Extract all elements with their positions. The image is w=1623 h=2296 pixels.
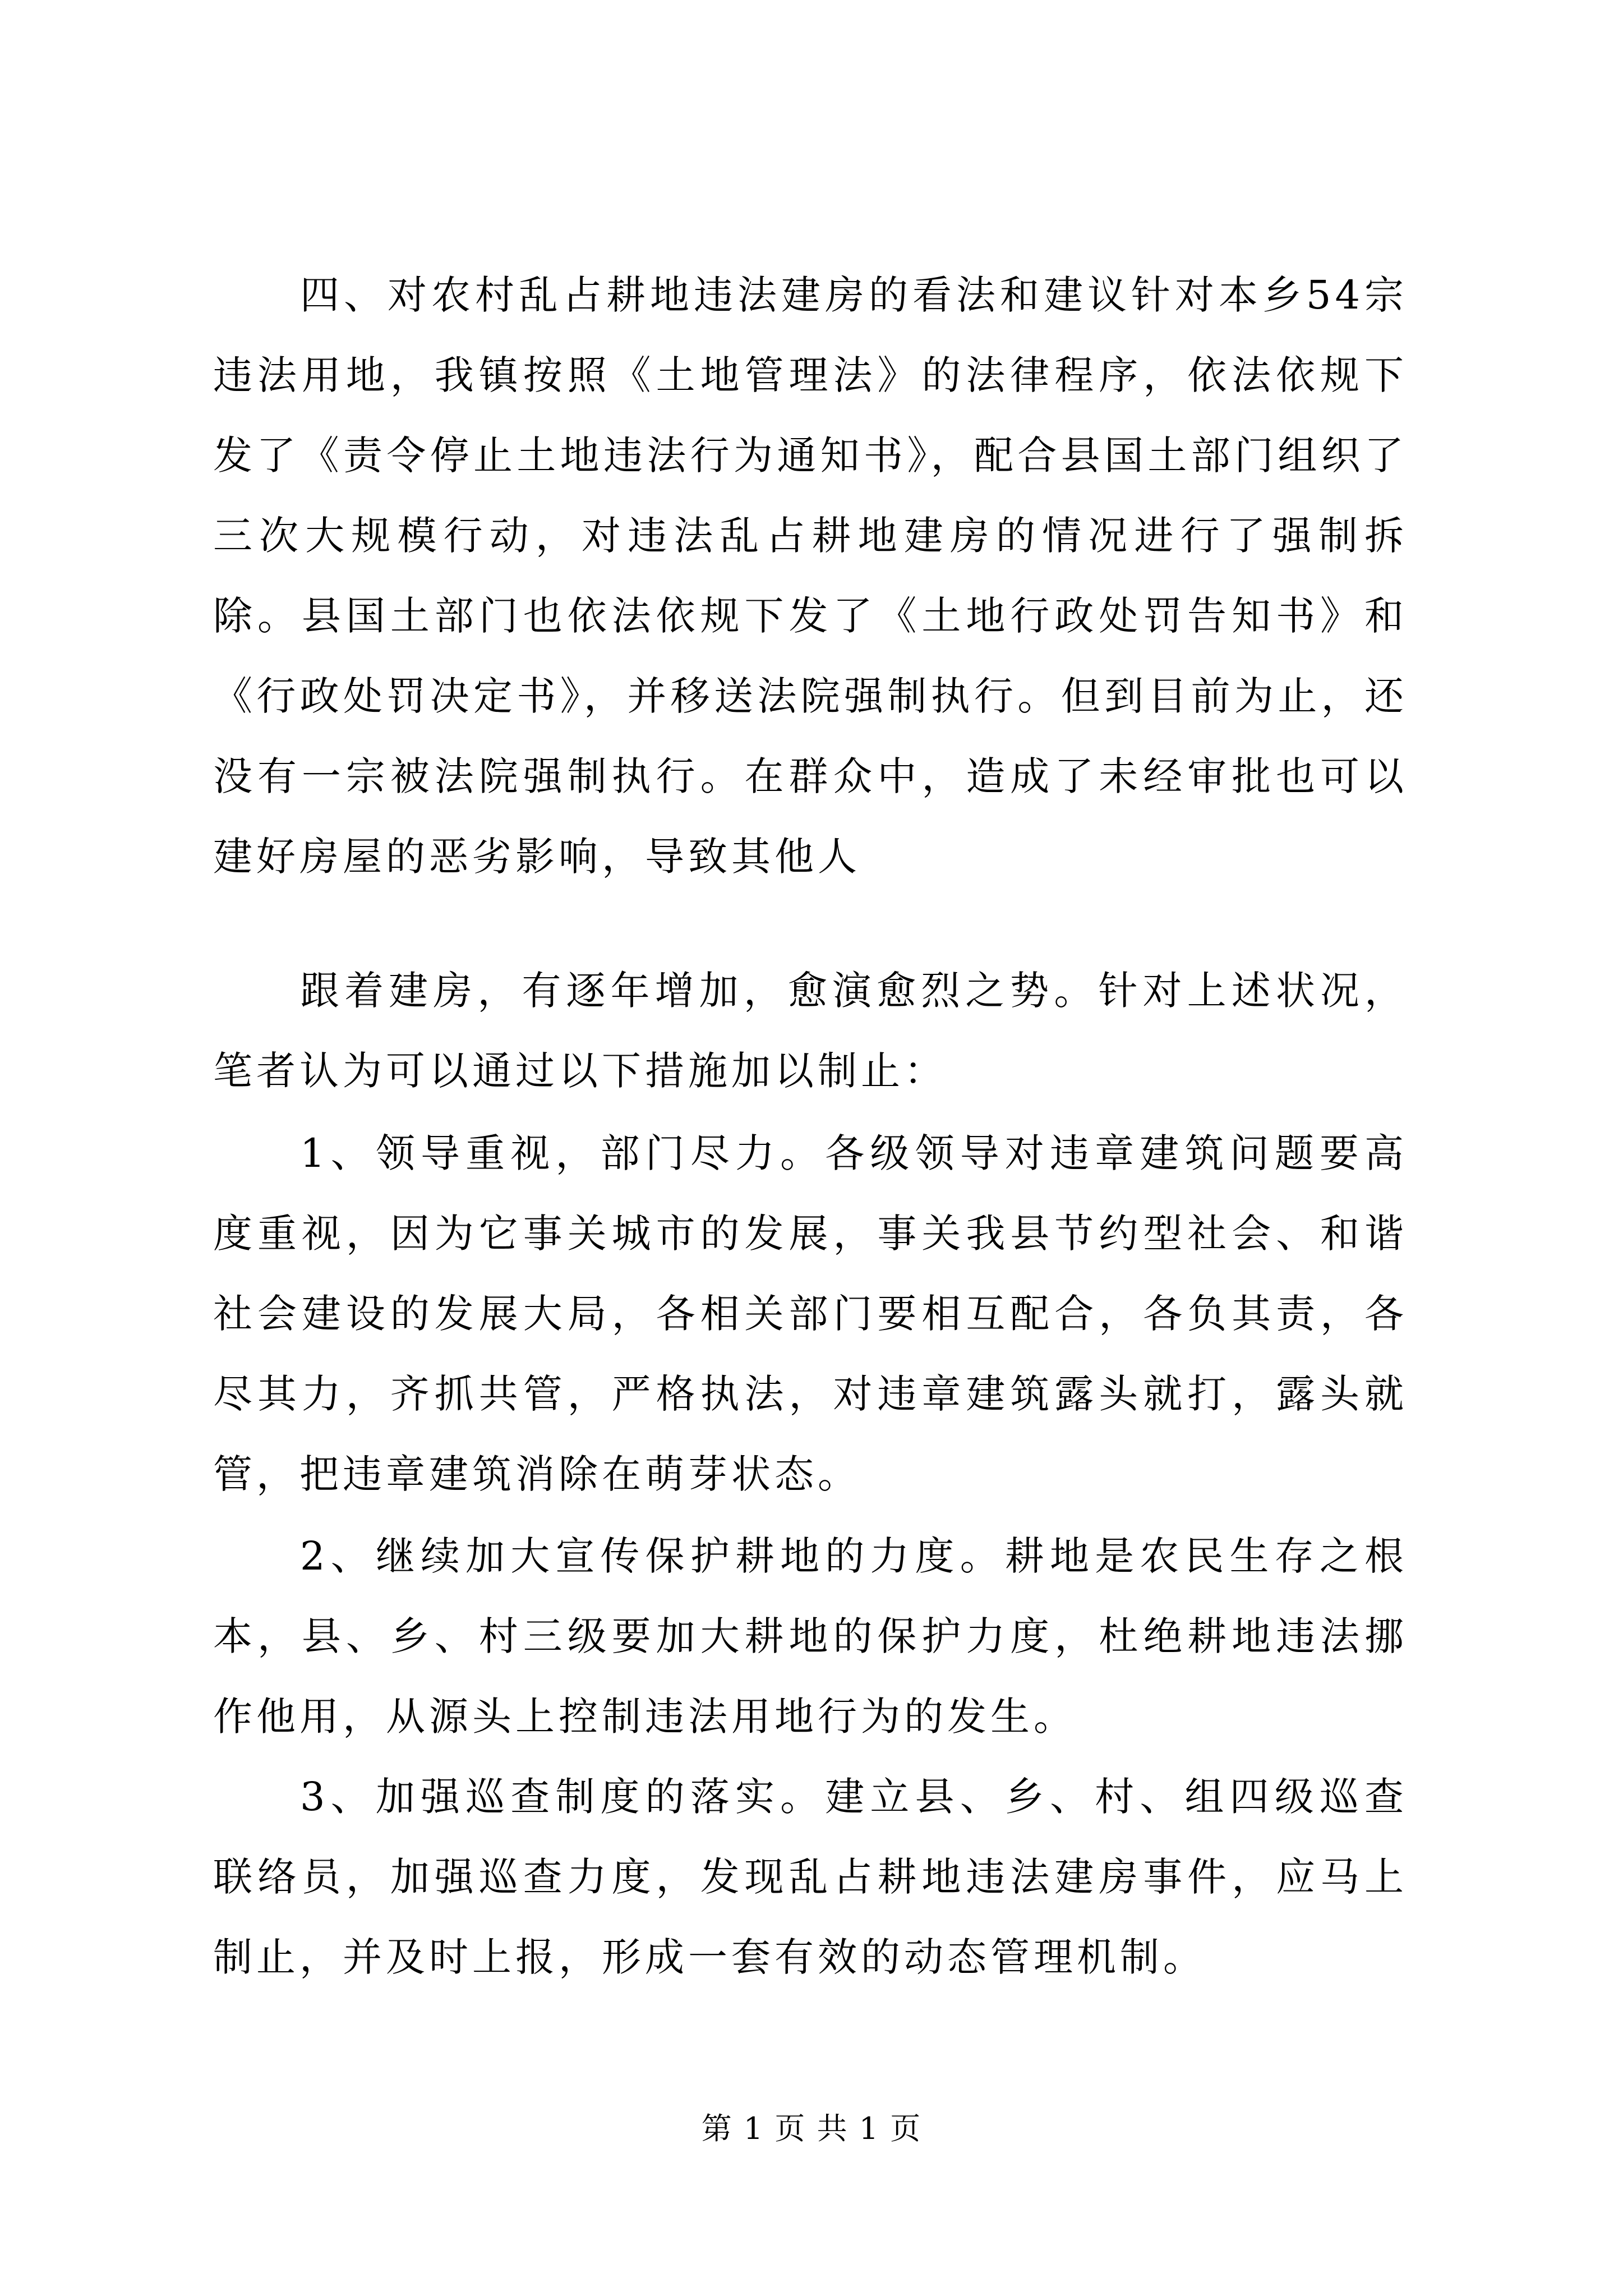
paragraph-measures-intro: 跟着建房，有逐年增加，愈演愈烈之势。针对上述状况，笔者认为可以通过以下措施加以制止： (213, 968, 1408, 1094)
page-footer: 第 1 页 共 1 页 (701, 2111, 922, 2146)
paragraph-measure-1: 1、领导重视，部门尽力。各级领导对违章建筑问题要高度重视，因为它事关城市的发展，事关我县节约型社会、和谐社会建设的发展大局，各相关部门要相互配合，各负其责，各尽其力，齐抓共管，严格执法，对违章建筑露头就打，露头就管，把违章建筑消除在萌芽状态。 (213, 1130, 1408, 1497)
paragraph-measure-3: 3、加强巡查制度的落实。建立县、乡、村、组四级巡查联络员，加强巡查力度，发现乱占耕地违法建房事件，应马上制止，并及时上报，形成一套有效的动态管理机制。 (213, 1774, 1408, 1980)
paragraph-measure-2: 2、继续加大宣传保护耕地的力度。耕地是农民生存之根本，县、乡、村三级要加大耕地的保护力度，杜绝耕地违法挪作他用，从源头上控制违法用地行为的发生。 (213, 1533, 1408, 1740)
paragraph-land-violations: 四、对农村乱占耕地违法建房的看法和建议针对本乡54宗违法用地，我镇按照《土地管理法》的法律程序，依法依规下发了《责令停止土地违法行为通知书》，配合县国土部门组织了三次大规模行动，对违法乱占耕地建房的情况进行了强制拆除。县国土部门也依法依规下发了《土地行政处罚告知书》和《行政处罚决定书》，并移送法院强制执行。但到目前为止，还没有一宗被法院强制执行。在群众中，造成了未经审批也可以建好房屋的恶劣影响，导致其他人 (213, 272, 1408, 880)
